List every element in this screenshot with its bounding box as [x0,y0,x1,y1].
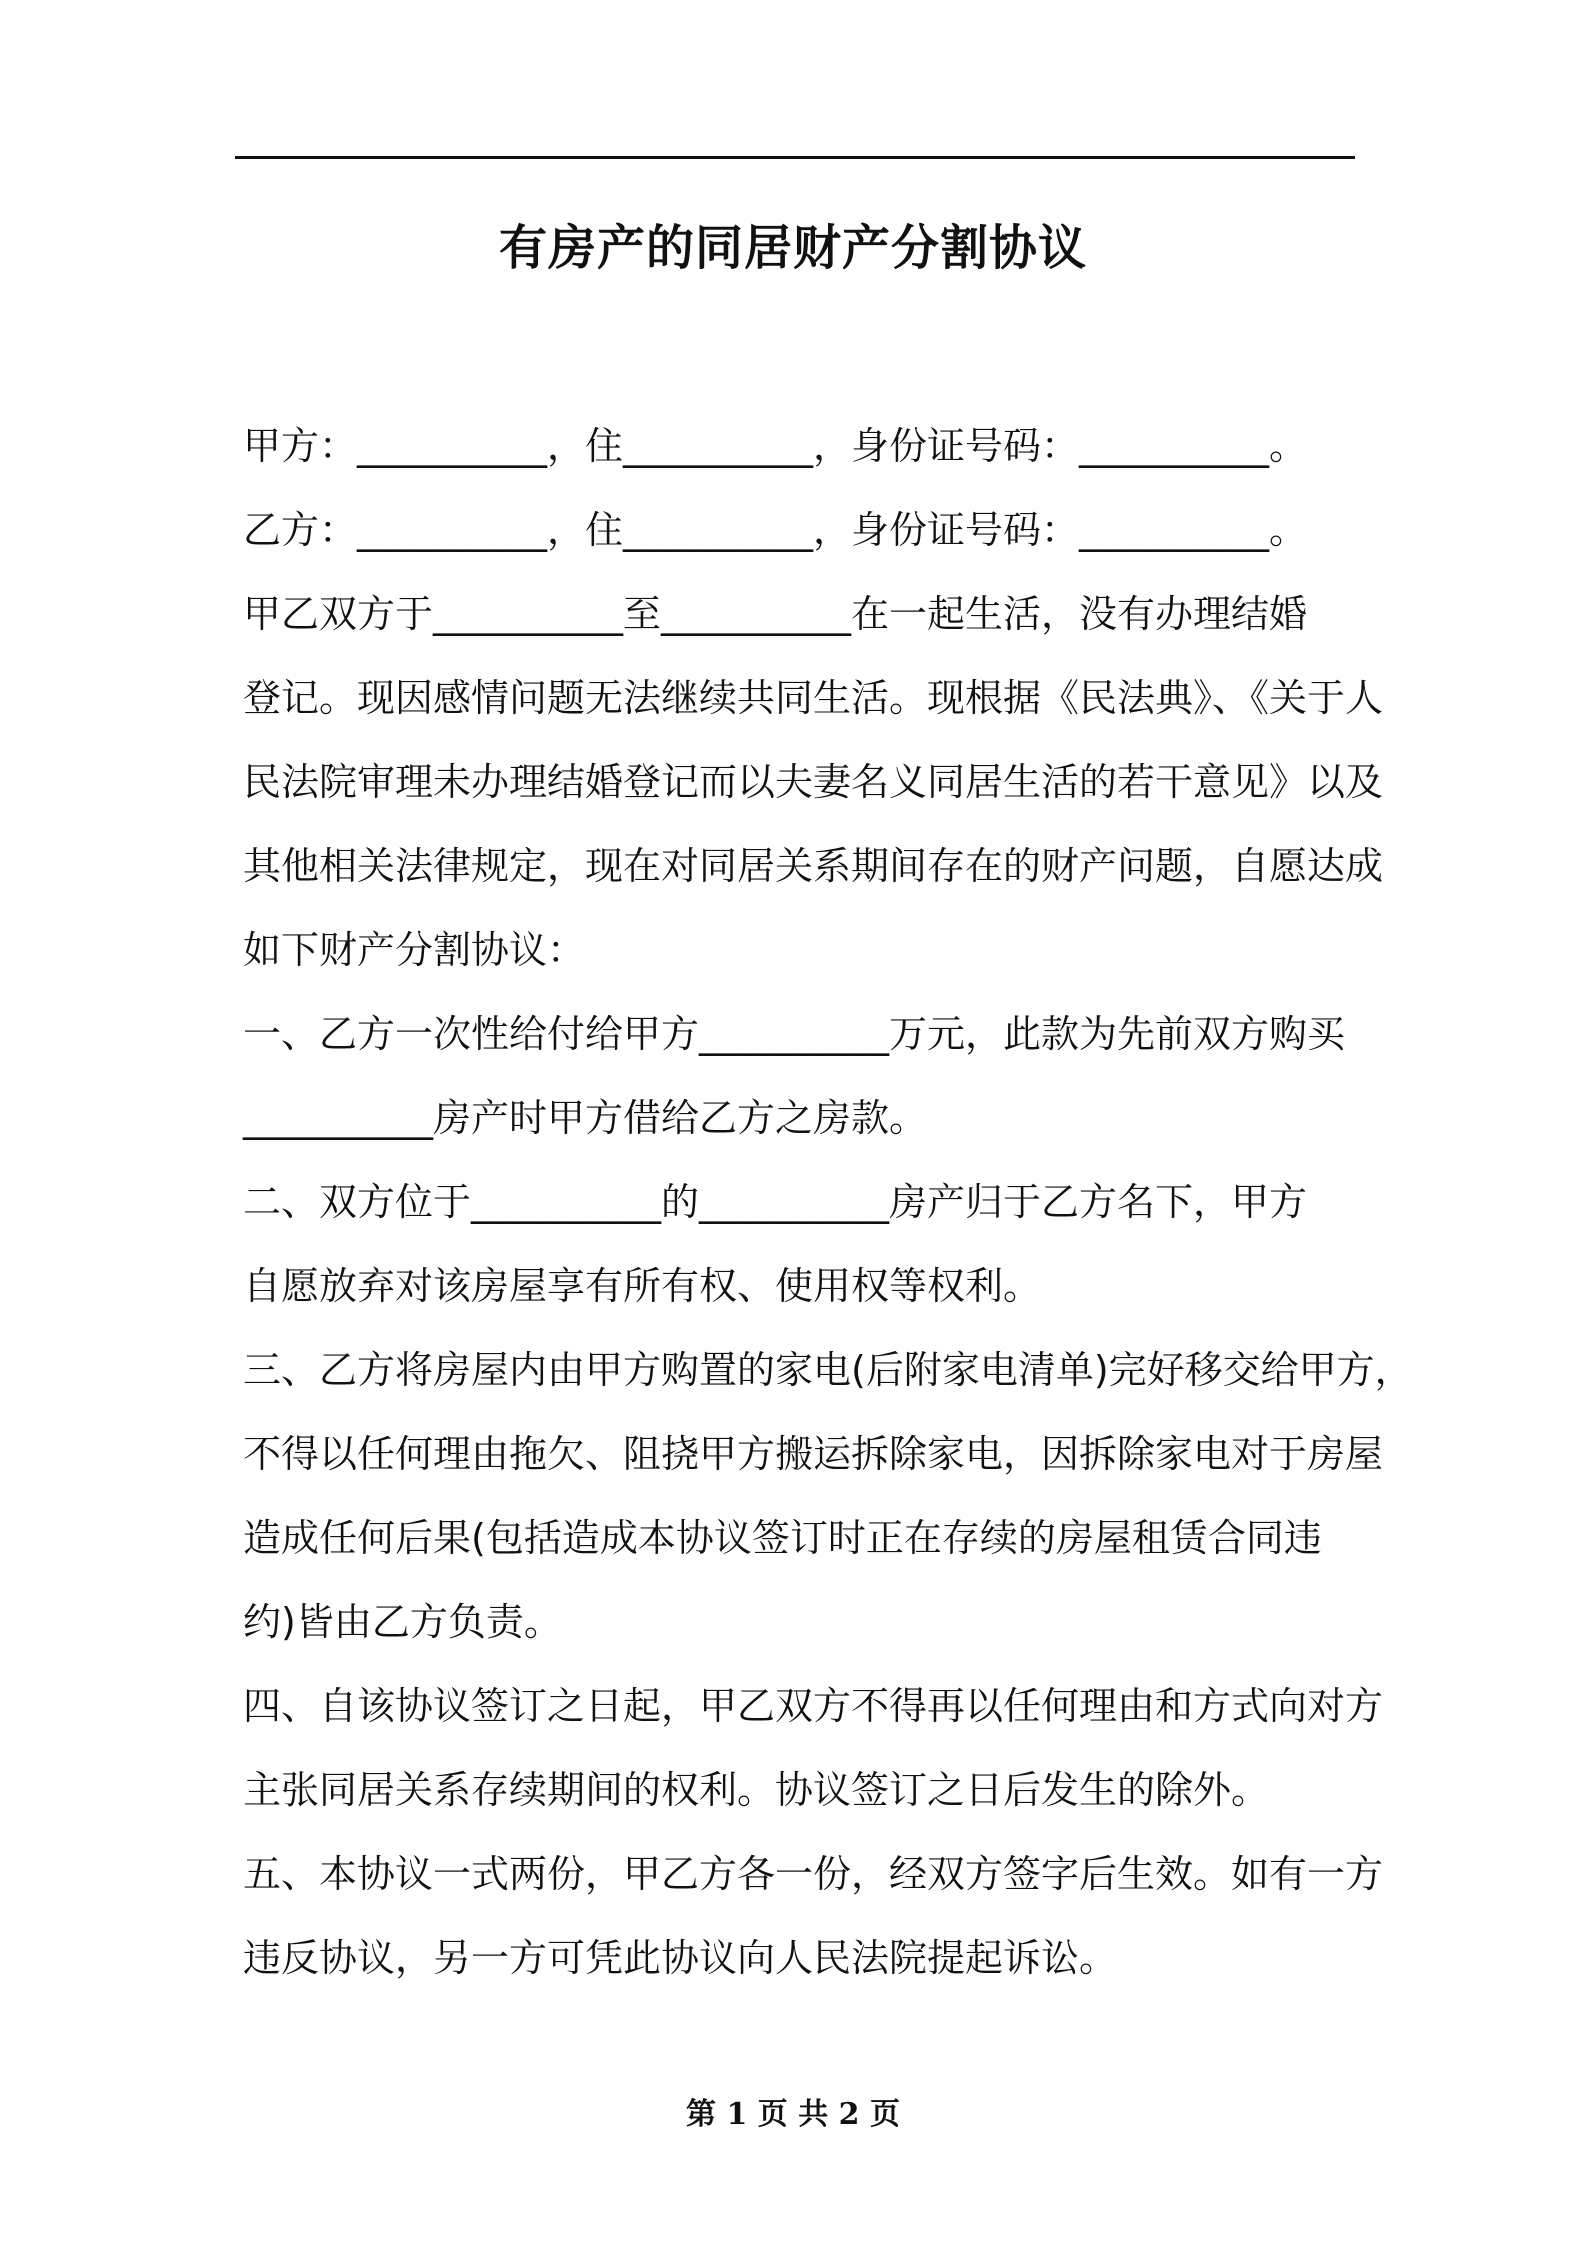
text-line: 甲乙双方于__________至__________在一起生活，没有办理结婚 [243,592,1308,636]
document-title: 有房产的同居财产分割协议 [498,220,1087,276]
text-line: 约)皆由乙方负责。 [243,1600,562,1644]
text-line: 主张同居关系存续期间的权利。协议签订之日后发生的除外。 [243,1768,1270,1812]
page-indicator: 第 1 页 共 2 页 [686,2097,900,2132]
text-line: 登记。现因感情问题无法继续共同生活。现根据《民法典》、《关于人 [243,676,1384,720]
text-line: 如下财产分割协议： [243,928,586,972]
text-line: 造成任何后果(包括造成本协议签订时正在存续的房屋租赁合同违 [243,1516,1322,1560]
text-line: __________房产时甲方借给乙方之房款。 [243,1096,928,1140]
text-line: 民法院审理未办理结婚登记而以夫妻名义同居生活的若干意见》以及 [243,760,1384,804]
text-line: 不得以任何理由拖欠、阻挠甲方搬运拆除家电，因拆除家电对于房屋 [243,1432,1384,1476]
text-line: 违反协议，另一方可凭此协议向人民法院提起诉讼。 [243,1936,1118,1980]
text-line: 五、本协议一式两份，甲乙方各一份，经双方签字后生效。如有一方 [243,1852,1384,1896]
text-line: 自愿放弃对该房屋享有所有权、使用权等权利。 [243,1264,1042,1308]
text-line: 乙方：__________，住__________，身份证号码：__________。 [243,508,1308,552]
document-body [243,404,1413,2000]
text-line: 三、乙方将房屋内由甲方购置的家电(后附家电清单)完好移交给甲方， [243,1348,1413,1392]
text-line: 四、自该协议签订之日起，甲乙双方不得再以任何理由和方式向对方 [243,1684,1384,1728]
text-line: 其他相关法律规定，现在对同居关系期间存在的财产问题，自愿达成 [243,844,1384,888]
text-line: 甲方：__________，住__________，身份证号码：__________。 [243,424,1308,468]
text-line: 二、双方位于__________的__________房产归于乙方名下，甲方 [243,1180,1308,1224]
header-rule [235,156,1355,159]
text-line: 一、乙方一次性给付给甲方__________万元，此款为先前双方购买 [243,1012,1346,1056]
